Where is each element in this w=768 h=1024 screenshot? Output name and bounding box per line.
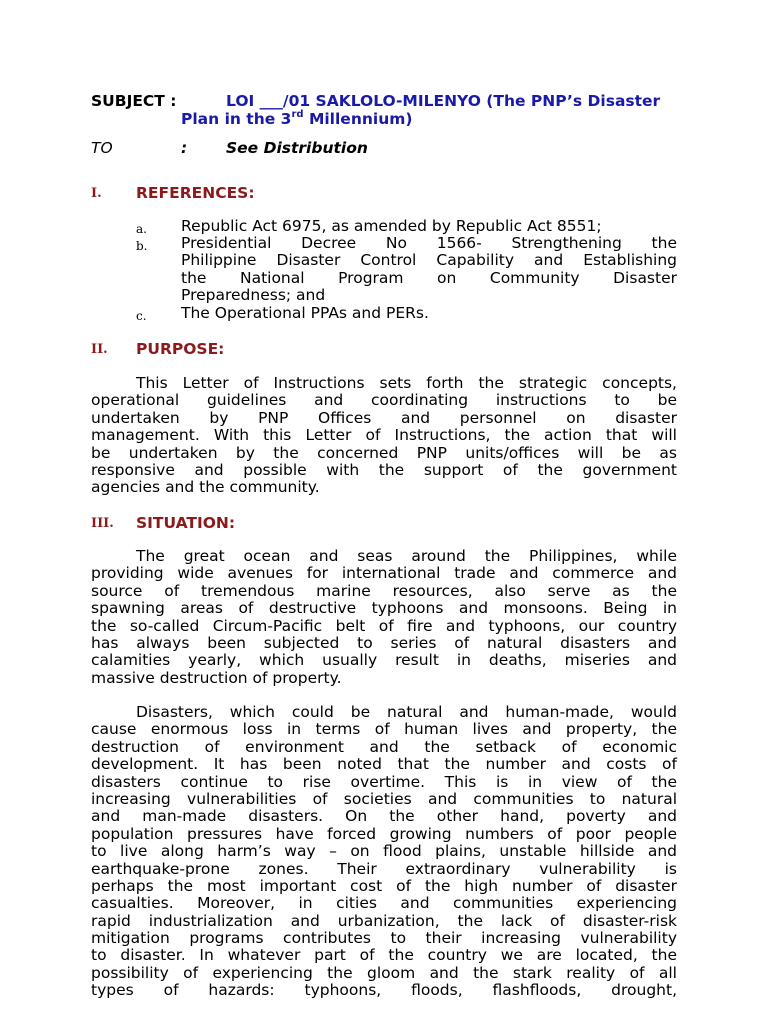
section-title-purpose: PURPOSE: bbox=[136, 340, 225, 358]
purpose-paragraph bbox=[91, 375, 677, 497]
reference-line: Presidential Decree No 1566- Strengthening the bbox=[181, 234, 677, 252]
reference-line: Republic Act 6975, as amended by Republic Act 8551; bbox=[181, 217, 602, 235]
paragraph-line: This Letter of Instructions sets forth the strategic concepts, bbox=[136, 374, 677, 392]
section-numeral-situation: III. bbox=[91, 516, 114, 531]
paragraph-line: responsive and possible with the support of the government bbox=[91, 460, 677, 479]
paragraph-line: calamities yearly, which usually result in deaths, miseries and bbox=[91, 651, 677, 670]
reference-item-c bbox=[181, 305, 677, 322]
reference-letter-c: c. bbox=[136, 309, 147, 323]
section-numeral-purpose: II. bbox=[91, 342, 108, 357]
paragraph-line: spawning areas of destructive typhoons and monsoons. Being in bbox=[91, 599, 677, 618]
paragraph-line: agencies and the community. bbox=[91, 478, 320, 497]
subject-line2-end: Millennium) bbox=[303, 110, 413, 128]
paragraph-line: has always been subjected to series of natural disasters and bbox=[91, 633, 677, 652]
to-value: See Distribution bbox=[226, 139, 368, 157]
paragraph-line: rapid industrialization and urbanization, the lack of disaster-risk bbox=[91, 911, 677, 930]
reference-letter-a: a. bbox=[136, 222, 147, 236]
paragraph-line: casualties. Moreover, in cities and communities experiencing bbox=[91, 894, 677, 913]
paragraph-line: perhaps the most important cost of the high number of disaster bbox=[91, 876, 677, 895]
paragraph-line: source of tremendous marine resources, also serve as the bbox=[91, 581, 677, 600]
paragraph-line: the so-called Circum-Pacific belt of fire and typhoons, our country bbox=[91, 616, 677, 635]
reference-line: Philippine Disaster Control Capability and Establishing bbox=[181, 251, 677, 270]
paragraph-line: undertaken by PNP Offices and personnel on disaster bbox=[91, 408, 677, 427]
section-title-references: REFERENCES: bbox=[136, 184, 255, 202]
section-numeral-references: I. bbox=[91, 186, 102, 201]
subject-title-line2 bbox=[181, 110, 412, 128]
situation-paragraph-2 bbox=[91, 704, 677, 1000]
reference-line: Preparedness; and bbox=[181, 286, 326, 305]
paragraph-line: increasing vulnerabilities of societies and communities to natural bbox=[91, 789, 677, 808]
subject-line2-text: Plan in the 3 bbox=[181, 110, 292, 128]
paragraph-line: disasters continue to rise overtime. This is in view of the bbox=[91, 772, 677, 791]
reference-item-b bbox=[181, 235, 677, 305]
section-title-situation: SITUATION: bbox=[136, 514, 236, 532]
paragraph-line: cause enormous loss in terms of human lives and property, the bbox=[91, 720, 677, 739]
paragraph-line: and man-made disasters. On the other hand, poverty and bbox=[91, 807, 677, 826]
reference-letter-b: b. bbox=[136, 239, 148, 253]
paragraph-line: providing wide avenues for international trade and commerce and bbox=[91, 564, 677, 583]
reference-line: The Operational PPAs and PERs. bbox=[181, 304, 429, 322]
to-label: TO bbox=[91, 139, 113, 157]
paragraph-line: management. With this Letter of Instructions, the action that will bbox=[91, 426, 677, 445]
paragraph-line: mitigation programs contributes to their increasing vulnerability bbox=[91, 929, 677, 948]
paragraph-line: The great ocean and seas around the Philippines, while bbox=[136, 547, 677, 565]
paragraph-line: possibility of experiencing the gloom and the stark reality of all bbox=[91, 963, 677, 982]
subject-label: SUBJECT : bbox=[91, 92, 177, 110]
subject-line2-superscript: rd bbox=[291, 108, 304, 120]
paragraph-line: massive destruction of property. bbox=[91, 668, 342, 687]
to-colon: : bbox=[181, 139, 188, 157]
paragraph-line: development. It has been noted that the number and costs of bbox=[91, 755, 677, 774]
paragraph-line: population pressures have forced growing numbers of poor people bbox=[91, 824, 677, 843]
reference-item-a bbox=[181, 218, 677, 235]
paragraph-line: Disasters, which could be natural and human-made, would bbox=[136, 703, 677, 721]
paragraph-line: destruction of environment and the setback of economic bbox=[91, 737, 677, 756]
paragraph-line: operational guidelines and coordinating instructions to be bbox=[91, 391, 677, 410]
subject-title-line1: LOI ___/01 SAKLOLO-MILENYO (The PNP’s Disaster bbox=[226, 92, 661, 110]
reference-line: the National Program on Community Disaster bbox=[181, 268, 677, 287]
paragraph-line: types of hazards: typhoons, floods, flashfloods, drought, bbox=[91, 981, 677, 1000]
paragraph-line: be undertaken by the concerned PNP units/offices will be as bbox=[91, 443, 677, 462]
situation-paragraph-1 bbox=[91, 548, 677, 687]
paragraph-line: earthquake-prone zones. Their extraordinary vulnerability is bbox=[91, 859, 677, 878]
paragraph-line: to live along harm’s way – on flood plains, unstable hillside and bbox=[91, 842, 677, 861]
paragraph-line: to disaster. In whatever part of the country we are located, the bbox=[91, 946, 677, 965]
